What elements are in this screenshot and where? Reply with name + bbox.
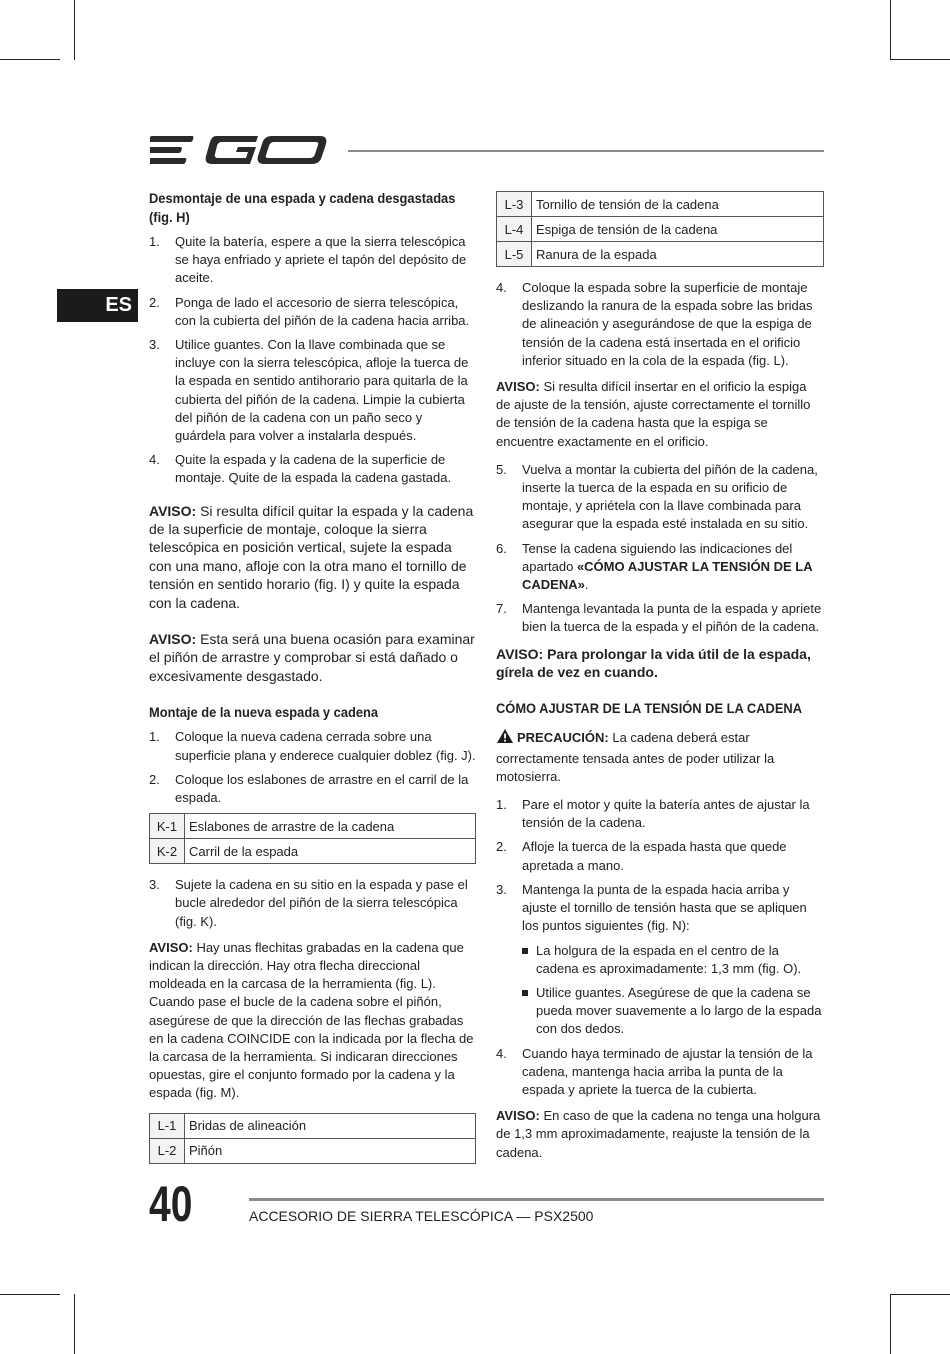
list-item: 1. Pare el motor y quite la batería antes de ajustar la tensión de la cadena.	[496, 797, 810, 831]
ego-logo	[150, 130, 330, 170]
reference-table-l1	[149, 1113, 476, 1164]
section-title-tension: CÓMO AJUSTAR DE LA TENSIÓN DE LA CADENA	[496, 700, 803, 717]
notice-paragraph: AVISO: En caso de que la cadena no tenga una holgura de 1,3 mm aproximadamente, reajuste la tensión de la cadena.	[496, 1108, 821, 1160]
crop-mark	[890, 1294, 891, 1354]
list-item: 2. Ponga de lado el accesorio de sierra telescópica, con la cubierta del piñón de la cadena hacia arriba.	[149, 294, 470, 328]
reference-table-k	[149, 813, 476, 864]
table-row: L-3 Tornillo de tensión de la cadena	[497, 192, 824, 217]
list-item: 2. Afloje la tuerca de la espada hasta que quede apretada a mano.	[496, 839, 787, 873]
footer-title: ACCESORIO DE SIERRA TELESCÓPICA — PSX2500	[249, 1208, 594, 1224]
bullet-square-icon	[522, 990, 528, 996]
list-item: 2. Coloque los eslabones de arrastre en el carril de la espada.	[149, 771, 469, 805]
crop-mark	[890, 1294, 950, 1295]
section-title-mounting: Montaje de la nueva espada y cadena	[149, 704, 379, 721]
crop-mark	[890, 59, 950, 60]
list-item: 3. Sujete la cadena en su sitio en la espada y pase el bucle alrededor del piñón de la sierra telescópica (fig. K).	[149, 877, 468, 929]
bullet-square-icon	[522, 948, 528, 954]
list-item: 4. Cuando haya terminado de ajustar la tensión de la cadena, mantenga hacia arriba la punta de la espada y apriete la tuerca de la cubierta.	[496, 1045, 813, 1097]
crop-mark	[890, 0, 891, 60]
list-item: 4. Coloque la espada sobre la superficie de montaje deslizando la ranura de la espada sobre las bridas de alineación y asegurándose de que la espiga de tensión de la cadena está insertada en el orificio inferior situado en la cola de la espada (fig. L).	[496, 280, 813, 368]
notice-paragraph: AVISO: Hay unas flechitas grabadas en la cadena que indican la dirección. Hay otra flecha direccional moldeada en la carcasa de la herramienta (fig. L). Cuando pase el bucle de la cadena sobre el piñón, asegúrese de que la dirección de las flechas grabadas en la cadena COINCIDE con la indicada por la flecha de la carcasa de la herramienta. Si indicaran direcciones opuestas, gire el conjunto formado por la cadena y la espada (fig. M).	[149, 939, 474, 1101]
list-item: Utilice guantes. Asegúrese de que la cadena se pueda mover suavemente a lo largo de la espada con dos dedos.	[496, 984, 824, 1039]
list-item: La holgura de la espada en el centro de la cadena es aproximadamente: 1,3 mm (fig. O).	[496, 942, 824, 978]
list-item: 7. Mantenga levantada la punta de la espada y apriete bien la tuerca de la espada y el piñón de la cadena.	[496, 601, 822, 635]
crop-mark	[0, 1294, 60, 1295]
table-row: K-1 Eslabones de arrastre de la cadena	[150, 814, 476, 839]
list-item: 3. Mantenga la punta de la espada hacia arriba y ajuste el tornillo de tensión hasta que se apliquen los puntos siguientes (fig. N):	[496, 881, 807, 934]
removal-steps	[149, 233, 476, 488]
section-title-removal: Desmontaje de una espada y cadena desgastadas (fig. H)	[149, 190, 456, 225]
notice-paragraph: AVISO: Esta será una buena ocasión para examinar el piñón de arrastre y comprobar si está dañado o excesivamente desgastado.	[149, 631, 475, 684]
mounting-steps-right	[496, 279, 824, 370]
list-item: 5. Vuelva a montar la cubierta del piñón de la cadena, inserte la tuerca de la espada en su orificio de montaje, y apriétela con la llave combinada para asegurar que la espada esté instalada en su sitio.	[496, 461, 818, 532]
notice-paragraph: AVISO: Si resulta difícil quitar la espada y la cadena de la superficie de montaje, coloque la sierra telescópica en posición vertical, sujete la espada con una mano, afloje con la otra mano el tornillo de tensión en sentido horario (fig. I) y quite la espada con la cadena.	[149, 502, 474, 611]
table-row: K-2 Carril de la espada	[150, 839, 476, 864]
page-number: 40	[149, 1176, 193, 1232]
crop-mark	[74, 1294, 75, 1354]
table-row: L-1 Bridas de alineación	[150, 1113, 476, 1138]
warning-icon	[496, 728, 514, 749]
notice-paragraph: AVISO: Para prolongar la vida útil de la espada, gírela de vez en cuando.	[496, 645, 811, 681]
footer-rule	[249, 1198, 824, 1201]
list-item: 1. Quite la batería, espere a que la sierra telescópica se haya enfriado y apriete el tapón del depósito de aceite.	[149, 234, 467, 286]
list-item: 3. Utilice guantes. Con la llave combinada que se incluye con la sierra telescópica, afloje la tuerca de la espada en sentido antihorario para quitarla de la cubierta del piñón de la cadena. Limpie la cubierta del piñón de la cadena con un paño seco y guárdela para volver a instalarla después.	[149, 337, 469, 444]
list-item: 4. Quite la espada y la cadena de la superficie de montaje. Quite de la espada la cadena gastada.	[149, 452, 452, 486]
mounting-steps-right-2	[496, 461, 824, 637]
crop-mark	[74, 0, 75, 60]
language-tab: ES	[57, 289, 138, 322]
caution-paragraph: PRECAUCIÓN: La cadena deberá estar correctamente tensada antes de poder utilizar la motosierra.	[496, 730, 775, 784]
tension-steps-cont	[496, 1045, 824, 1100]
tension-bullets	[496, 942, 824, 1039]
header-rule	[348, 150, 824, 152]
notice-paragraph: AVISO: Si resulta difícil insertar en el orificio la espiga de ajuste de la tensión, ajuste correctamente el tornillo de tensión de la cadena hasta que la espiga se encuentre exactamente en el orificio.	[496, 379, 811, 449]
list-item: 6. Tense la cadena siguiendo las indicaciones del apartado «CÓMO AJUSTAR LA TENSIÓN DE LA CADENA».	[496, 540, 813, 593]
mounting-steps-cont	[149, 876, 476, 931]
left-column	[149, 189, 476, 1176]
mounting-steps	[149, 728, 476, 807]
list-item: 1. Coloque la nueva cadena cerrada sobre una superficie plana y enderece cualquier doblez (fig. J).	[149, 729, 476, 763]
crop-mark	[0, 59, 60, 60]
reference-table-l2	[496, 191, 824, 267]
table-row: L-4 Espiga de tensión de la cadena	[497, 217, 824, 242]
table-row: L-2 Piñón	[150, 1138, 476, 1163]
table-row: L-5 Ranura de la espada	[497, 242, 824, 267]
tension-steps	[496, 796, 824, 935]
right-column	[496, 191, 824, 1172]
